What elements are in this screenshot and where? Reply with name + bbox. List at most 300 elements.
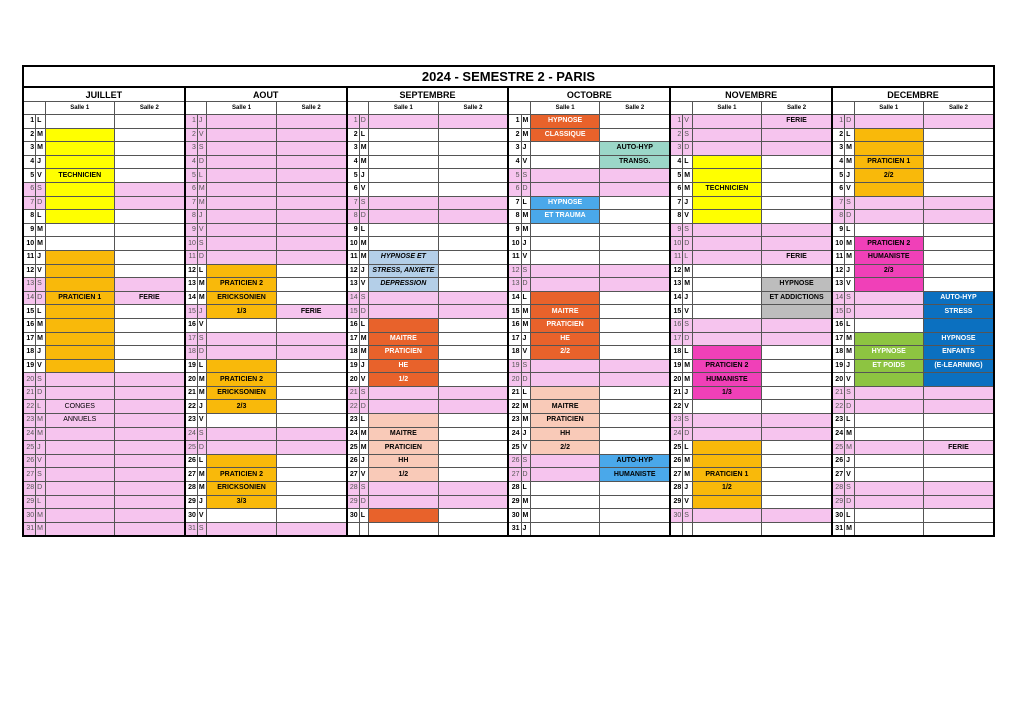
- event-label[interactable]: STRESS, ANXIETE: [369, 264, 438, 278]
- event-label[interactable]: PRATICIEN 2: [854, 237, 923, 251]
- room-1-cell[interactable]: [854, 454, 923, 468]
- room-2-cell[interactable]: [762, 454, 832, 468]
- event-label[interactable]: FERIE: [762, 115, 832, 129]
- room-2-cell[interactable]: [276, 454, 346, 468]
- room-2-cell[interactable]: [923, 509, 994, 523]
- event-label[interactable]: HH: [369, 454, 438, 468]
- room-1-cell[interactable]: [207, 128, 276, 142]
- room-2-cell[interactable]: [438, 495, 508, 509]
- room-1-cell[interactable]: [854, 400, 923, 414]
- event-label[interactable]: 2/2: [854, 169, 923, 183]
- room-1-cell[interactable]: [854, 495, 923, 509]
- room-1-cell[interactable]: [530, 522, 599, 536]
- room-1-cell[interactable]: [692, 142, 761, 156]
- room-2-cell[interactable]: [114, 237, 184, 251]
- room-1-cell[interactable]: [45, 237, 114, 251]
- room-2-cell[interactable]: [600, 509, 670, 523]
- room-2-cell[interactable]: [923, 454, 994, 468]
- room-2-cell[interactable]: [438, 414, 508, 428]
- room-2-cell[interactable]: [114, 427, 184, 441]
- room-1-cell[interactable]: [530, 373, 599, 387]
- room-1-cell[interactable]: [369, 210, 438, 224]
- room-2-cell[interactable]: [276, 169, 346, 183]
- room-1-cell[interactable]: [692, 223, 761, 237]
- room-1-cell[interactable]: [45, 359, 114, 373]
- room-2-cell[interactable]: [114, 182, 184, 196]
- room-1-cell[interactable]: [207, 182, 276, 196]
- event-label[interactable]: PRATICIEN 2: [207, 278, 276, 292]
- room-2-cell[interactable]: [276, 115, 346, 129]
- room-2-cell[interactable]: [114, 468, 184, 482]
- room-1-cell[interactable]: [854, 332, 923, 346]
- room-1-cell[interactable]: [530, 182, 599, 196]
- room-2-cell[interactable]: [923, 196, 994, 210]
- room-2-cell[interactable]: [276, 482, 346, 496]
- event-label[interactable]: HYPNOSE: [923, 332, 994, 346]
- event-label[interactable]: PRATICIEN: [530, 318, 599, 332]
- room-2-cell[interactable]: [923, 182, 994, 196]
- room-1-cell[interactable]: [45, 441, 114, 455]
- room-1-cell[interactable]: [207, 427, 276, 441]
- event-label[interactable]: HYPNOSE: [762, 278, 832, 292]
- event-label[interactable]: FERIE: [276, 305, 346, 319]
- event-label[interactable]: AUTO-HYP: [600, 454, 670, 468]
- room-2-cell[interactable]: [923, 318, 994, 332]
- room-1-cell[interactable]: [45, 522, 114, 536]
- room-2-cell[interactable]: [114, 414, 184, 428]
- room-1-cell[interactable]: [369, 115, 438, 129]
- room-2-cell[interactable]: [438, 359, 508, 373]
- room-2-cell[interactable]: [114, 115, 184, 129]
- room-1-cell[interactable]: [45, 196, 114, 210]
- event-label[interactable]: TRANSG.: [600, 155, 670, 169]
- event-label[interactable]: HE: [530, 332, 599, 346]
- room-1-cell[interactable]: [530, 169, 599, 183]
- room-2-cell[interactable]: [762, 400, 832, 414]
- room-2-cell[interactable]: [923, 250, 994, 264]
- event-label[interactable]: ERICKSONIEN: [207, 291, 276, 305]
- room-2-cell[interactable]: [923, 522, 994, 536]
- event-label[interactable]: 1/2: [692, 482, 761, 496]
- room-1-cell[interactable]: [854, 278, 923, 292]
- room-2-cell[interactable]: [923, 373, 994, 387]
- room-2-cell[interactable]: [276, 142, 346, 156]
- room-1-cell[interactable]: [530, 237, 599, 251]
- room-1-cell[interactable]: [692, 400, 761, 414]
- event-label[interactable]: CONGES: [45, 400, 114, 414]
- room-2-cell[interactable]: [762, 373, 832, 387]
- event-label[interactable]: 2/3: [207, 400, 276, 414]
- room-1-cell[interactable]: [854, 414, 923, 428]
- room-2-cell[interactable]: [600, 115, 670, 129]
- room-1-cell[interactable]: [692, 441, 761, 455]
- room-2-cell[interactable]: [276, 155, 346, 169]
- room-1-cell[interactable]: [530, 142, 599, 156]
- room-1-cell[interactable]: [207, 414, 276, 428]
- room-2-cell[interactable]: [438, 128, 508, 142]
- room-2-cell[interactable]: [762, 318, 832, 332]
- event-label[interactable]: STRESS: [923, 305, 994, 319]
- room-2-cell[interactable]: [438, 264, 508, 278]
- room-1-cell[interactable]: [207, 359, 276, 373]
- room-1-cell[interactable]: [45, 482, 114, 496]
- room-2-cell[interactable]: [438, 509, 508, 523]
- room-1-cell[interactable]: [692, 454, 761, 468]
- room-2-cell[interactable]: [276, 332, 346, 346]
- event-label[interactable]: PRATICIEN: [369, 346, 438, 360]
- room-1-cell[interactable]: [45, 264, 114, 278]
- room-2-cell[interactable]: [438, 250, 508, 264]
- room-1-cell[interactable]: [45, 142, 114, 156]
- room-1-cell[interactable]: [530, 250, 599, 264]
- room-2-cell[interactable]: [114, 128, 184, 142]
- room-2-cell[interactable]: [438, 427, 508, 441]
- event-label[interactable]: HUMANISTE: [600, 468, 670, 482]
- room-1-cell[interactable]: [530, 223, 599, 237]
- room-1-cell[interactable]: [854, 427, 923, 441]
- room-2-cell[interactable]: [923, 264, 994, 278]
- room-2-cell[interactable]: [114, 482, 184, 496]
- event-label[interactable]: PRATICIEN 2: [207, 468, 276, 482]
- room-2-cell[interactable]: [600, 278, 670, 292]
- room-2-cell[interactable]: [762, 155, 832, 169]
- room-1-cell[interactable]: [530, 359, 599, 373]
- room-2-cell[interactable]: [923, 237, 994, 251]
- room-2-cell[interactable]: [923, 400, 994, 414]
- room-2-cell[interactable]: [762, 441, 832, 455]
- room-2-cell[interactable]: [114, 386, 184, 400]
- room-1-cell[interactable]: [530, 278, 599, 292]
- room-2-cell[interactable]: [438, 400, 508, 414]
- room-2-cell[interactable]: [600, 400, 670, 414]
- room-1-cell[interactable]: [207, 318, 276, 332]
- room-2-cell[interactable]: [114, 400, 184, 414]
- room-2-cell[interactable]: [114, 522, 184, 536]
- room-2-cell[interactable]: [600, 291, 670, 305]
- room-1-cell[interactable]: [369, 414, 438, 428]
- room-2-cell[interactable]: [923, 142, 994, 156]
- room-1-cell[interactable]: [692, 196, 761, 210]
- event-label[interactable]: 2/2: [530, 346, 599, 360]
- room-1-cell[interactable]: [530, 155, 599, 169]
- room-1-cell[interactable]: [692, 332, 761, 346]
- event-label[interactable]: 1/3: [692, 386, 761, 400]
- room-2-cell[interactable]: [600, 169, 670, 183]
- room-2-cell[interactable]: [600, 182, 670, 196]
- room-2-cell[interactable]: [923, 210, 994, 224]
- room-2-cell[interactable]: [600, 386, 670, 400]
- room-2-cell[interactable]: [276, 359, 346, 373]
- event-label[interactable]: FERIE: [923, 441, 994, 455]
- room-2-cell[interactable]: [114, 169, 184, 183]
- room-1-cell[interactable]: [854, 142, 923, 156]
- room-2-cell[interactable]: [762, 332, 832, 346]
- room-2-cell[interactable]: [762, 414, 832, 428]
- room-2-cell[interactable]: [114, 305, 184, 319]
- room-2-cell[interactable]: [762, 305, 832, 319]
- room-2-cell[interactable]: [114, 454, 184, 468]
- room-2-cell[interactable]: [600, 210, 670, 224]
- room-2-cell[interactable]: [600, 482, 670, 496]
- room-1-cell[interactable]: [369, 305, 438, 319]
- room-2-cell[interactable]: [114, 196, 184, 210]
- event-label[interactable]: HYPNOSE: [530, 115, 599, 129]
- room-2-cell[interactable]: [438, 482, 508, 496]
- room-1-cell[interactable]: [369, 182, 438, 196]
- room-1-cell[interactable]: [530, 291, 599, 305]
- room-2-cell[interactable]: [600, 522, 670, 536]
- room-1-cell[interactable]: [207, 196, 276, 210]
- room-2-cell[interactable]: [600, 223, 670, 237]
- room-2-cell[interactable]: [762, 468, 832, 482]
- event-label[interactable]: MAITRE: [369, 332, 438, 346]
- room-2-cell[interactable]: [438, 522, 508, 536]
- room-2-cell[interactable]: [276, 250, 346, 264]
- room-1-cell[interactable]: [854, 318, 923, 332]
- room-1-cell[interactable]: [854, 128, 923, 142]
- room-2-cell[interactable]: [600, 128, 670, 142]
- room-2-cell[interactable]: [276, 468, 346, 482]
- room-2-cell[interactable]: [276, 264, 346, 278]
- room-2-cell[interactable]: [114, 264, 184, 278]
- room-2-cell[interactable]: [762, 359, 832, 373]
- room-2-cell[interactable]: [600, 318, 670, 332]
- room-1-cell[interactable]: [854, 468, 923, 482]
- event-label[interactable]: HH: [530, 427, 599, 441]
- room-1-cell[interactable]: [45, 278, 114, 292]
- room-1-cell[interactable]: [692, 346, 761, 360]
- room-1-cell[interactable]: [692, 210, 761, 224]
- room-2-cell[interactable]: [600, 359, 670, 373]
- room-1-cell[interactable]: [369, 142, 438, 156]
- room-1-cell[interactable]: [854, 210, 923, 224]
- room-1-cell[interactable]: [207, 250, 276, 264]
- event-label[interactable]: ET TRAUMA: [530, 210, 599, 224]
- room-1-cell[interactable]: [692, 427, 761, 441]
- room-1-cell[interactable]: [692, 115, 761, 129]
- room-1-cell[interactable]: [207, 155, 276, 169]
- room-1-cell[interactable]: [207, 346, 276, 360]
- room-1-cell[interactable]: [207, 223, 276, 237]
- room-2-cell[interactable]: [438, 373, 508, 387]
- event-label[interactable]: ERICKSONIEN: [207, 386, 276, 400]
- room-2-cell[interactable]: [276, 346, 346, 360]
- room-2-cell[interactable]: [114, 278, 184, 292]
- event-label[interactable]: AUTO-HYP: [600, 142, 670, 156]
- room-2-cell[interactable]: [762, 210, 832, 224]
- room-1-cell[interactable]: [854, 305, 923, 319]
- room-2-cell[interactable]: [114, 509, 184, 523]
- room-1-cell[interactable]: [854, 482, 923, 496]
- room-1-cell[interactable]: [207, 509, 276, 523]
- event-label[interactable]: MAITRE: [369, 427, 438, 441]
- event-label[interactable]: FERIE: [114, 291, 184, 305]
- room-2-cell[interactable]: [276, 427, 346, 441]
- room-1-cell[interactable]: [854, 373, 923, 387]
- event-label[interactable]: FERIE: [762, 250, 832, 264]
- event-label[interactable]: TECHNICIEN: [692, 182, 761, 196]
- room-1-cell[interactable]: [207, 169, 276, 183]
- room-2-cell[interactable]: [600, 427, 670, 441]
- event-label[interactable]: ET POIDS: [854, 359, 923, 373]
- event-label[interactable]: 2/3: [854, 264, 923, 278]
- room-1-cell[interactable]: [692, 155, 761, 169]
- room-2-cell[interactable]: [276, 237, 346, 251]
- room-2-cell[interactable]: [762, 346, 832, 360]
- event-label[interactable]: ANNUELS: [45, 414, 114, 428]
- room-1-cell[interactable]: [530, 468, 599, 482]
- room-1-cell[interactable]: [45, 250, 114, 264]
- room-1-cell[interactable]: [692, 278, 761, 292]
- room-1-cell[interactable]: [530, 495, 599, 509]
- room-1-cell[interactable]: [45, 210, 114, 224]
- room-2-cell[interactable]: [438, 223, 508, 237]
- room-2-cell[interactable]: [438, 155, 508, 169]
- room-1-cell[interactable]: [45, 373, 114, 387]
- room-1-cell[interactable]: [45, 427, 114, 441]
- room-2-cell[interactable]: [762, 182, 832, 196]
- room-2-cell[interactable]: [276, 400, 346, 414]
- room-2-cell[interactable]: [600, 237, 670, 251]
- room-2-cell[interactable]: [600, 196, 670, 210]
- room-2-cell[interactable]: [762, 223, 832, 237]
- room-2-cell[interactable]: [923, 468, 994, 482]
- room-1-cell[interactable]: [692, 495, 761, 509]
- room-1-cell[interactable]: [45, 128, 114, 142]
- room-1-cell[interactable]: [854, 509, 923, 523]
- event-label[interactable]: HYPNOSE ET: [369, 250, 438, 264]
- event-label[interactable]: CLASSIQUE: [530, 128, 599, 142]
- event-label[interactable]: PRATICIEN 2: [692, 359, 761, 373]
- room-2-cell[interactable]: [438, 454, 508, 468]
- room-2-cell[interactable]: [276, 522, 346, 536]
- event-label[interactable]: PRATICIEN 2: [207, 373, 276, 387]
- event-label[interactable]: PRATICIEN: [369, 441, 438, 455]
- room-1-cell[interactable]: [45, 386, 114, 400]
- room-1-cell[interactable]: [369, 522, 438, 536]
- room-2-cell[interactable]: [923, 278, 994, 292]
- room-2-cell[interactable]: [114, 223, 184, 237]
- room-2-cell[interactable]: [762, 509, 832, 523]
- room-2-cell[interactable]: [276, 182, 346, 196]
- event-label[interactable]: PRATICIEN 1: [854, 155, 923, 169]
- room-2-cell[interactable]: [438, 142, 508, 156]
- room-1-cell[interactable]: [207, 522, 276, 536]
- room-1-cell[interactable]: [854, 291, 923, 305]
- room-2-cell[interactable]: [114, 318, 184, 332]
- room-1-cell[interactable]: [207, 441, 276, 455]
- room-2-cell[interactable]: [923, 495, 994, 509]
- room-2-cell[interactable]: [923, 169, 994, 183]
- room-1-cell[interactable]: [369, 482, 438, 496]
- room-2-cell[interactable]: [114, 155, 184, 169]
- room-2-cell[interactable]: [600, 305, 670, 319]
- room-1-cell[interactable]: [45, 495, 114, 509]
- room-2-cell[interactable]: [114, 346, 184, 360]
- room-2-cell[interactable]: [438, 196, 508, 210]
- event-label[interactable]: ERICKSONIEN: [207, 482, 276, 496]
- room-2-cell[interactable]: [438, 346, 508, 360]
- room-2-cell[interactable]: [600, 250, 670, 264]
- room-2-cell[interactable]: [276, 495, 346, 509]
- room-2-cell[interactable]: [762, 264, 832, 278]
- room-1-cell[interactable]: [369, 495, 438, 509]
- room-2-cell[interactable]: [276, 278, 346, 292]
- room-2-cell[interactable]: [276, 210, 346, 224]
- room-2-cell[interactable]: [762, 482, 832, 496]
- room-2-cell[interactable]: [923, 482, 994, 496]
- room-2-cell[interactable]: [923, 115, 994, 129]
- event-label[interactable]: DEPRESSION: [369, 278, 438, 292]
- room-2-cell[interactable]: [762, 386, 832, 400]
- room-2-cell[interactable]: [762, 169, 832, 183]
- room-2-cell[interactable]: [438, 386, 508, 400]
- room-2-cell[interactable]: [276, 414, 346, 428]
- room-1-cell[interactable]: [692, 509, 761, 523]
- event-label[interactable]: (E-LEARNING): [923, 359, 994, 373]
- room-1-cell[interactable]: [207, 115, 276, 129]
- room-2-cell[interactable]: [600, 441, 670, 455]
- room-2-cell[interactable]: [114, 441, 184, 455]
- event-label[interactable]: HYPNOSE: [854, 346, 923, 360]
- event-label[interactable]: HUMANISTE: [692, 373, 761, 387]
- room-1-cell[interactable]: [692, 522, 761, 536]
- room-1-cell[interactable]: [45, 305, 114, 319]
- room-1-cell[interactable]: [207, 142, 276, 156]
- room-2-cell[interactable]: [438, 237, 508, 251]
- event-label[interactable]: ET ADDICTIONS: [762, 291, 832, 305]
- room-2-cell[interactable]: [276, 318, 346, 332]
- room-1-cell[interactable]: [45, 318, 114, 332]
- event-label[interactable]: 1/2: [369, 468, 438, 482]
- event-label[interactable]: TECHNICIEN: [45, 169, 114, 183]
- room-2-cell[interactable]: [762, 237, 832, 251]
- room-1-cell[interactable]: [207, 210, 276, 224]
- room-1-cell[interactable]: [854, 386, 923, 400]
- event-label[interactable]: HE: [369, 359, 438, 373]
- event-label[interactable]: 2/2: [530, 441, 599, 455]
- room-1-cell[interactable]: [45, 223, 114, 237]
- room-1-cell[interactable]: [530, 264, 599, 278]
- room-1-cell[interactable]: [369, 400, 438, 414]
- room-2-cell[interactable]: [276, 196, 346, 210]
- room-1-cell[interactable]: [854, 441, 923, 455]
- room-2-cell[interactable]: [923, 128, 994, 142]
- room-2-cell[interactable]: [600, 414, 670, 428]
- event-label[interactable]: PRATICIEN: [530, 414, 599, 428]
- room-1-cell[interactable]: [45, 509, 114, 523]
- room-2-cell[interactable]: [600, 332, 670, 346]
- room-1-cell[interactable]: [207, 332, 276, 346]
- room-2-cell[interactable]: [276, 386, 346, 400]
- room-2-cell[interactable]: [438, 291, 508, 305]
- room-2-cell[interactable]: [276, 441, 346, 455]
- room-1-cell[interactable]: [530, 386, 599, 400]
- room-2-cell[interactable]: [923, 427, 994, 441]
- room-1-cell[interactable]: [369, 509, 438, 523]
- event-label[interactable]: HUMANISTE: [854, 250, 923, 264]
- room-2-cell[interactable]: [762, 522, 832, 536]
- event-label[interactable]: 1/3: [207, 305, 276, 319]
- room-2-cell[interactable]: [114, 142, 184, 156]
- room-2-cell[interactable]: [923, 155, 994, 169]
- event-label[interactable]: PRATICIEN 1: [45, 291, 114, 305]
- room-1-cell[interactable]: [692, 128, 761, 142]
- room-2-cell[interactable]: [762, 128, 832, 142]
- room-2-cell[interactable]: [762, 196, 832, 210]
- room-1-cell[interactable]: [692, 264, 761, 278]
- room-1-cell[interactable]: [530, 454, 599, 468]
